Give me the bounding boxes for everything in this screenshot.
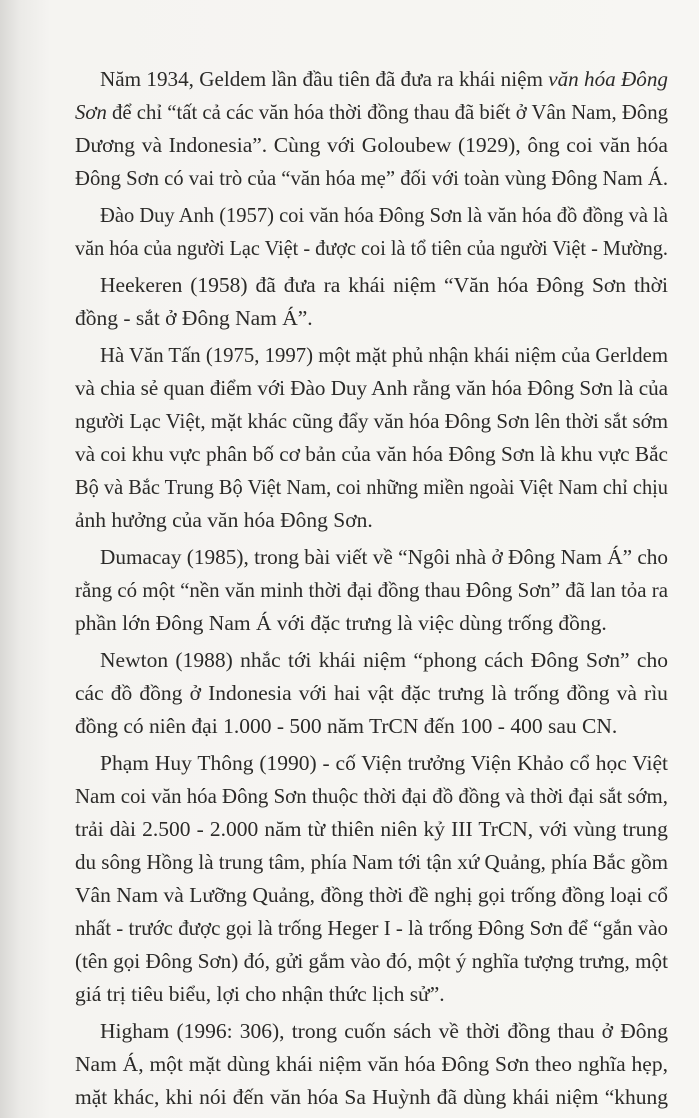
text-line-content [75,232,668,265]
text-line-content [75,129,668,162]
text-line [75,879,668,912]
paragraph [75,199,668,265]
text-line [75,710,668,743]
text-line-content [75,471,668,504]
paragraph [75,1015,668,1114]
text-line-content [100,747,668,780]
text-line [75,471,668,504]
text-line [75,162,668,195]
paragraph [75,644,668,743]
text-line [75,945,668,978]
text-line-content [75,710,617,743]
paragraph [75,747,668,1011]
text-line-content [75,879,668,912]
text-line [75,677,668,710]
text-line-content [75,846,668,879]
text-line-content [75,677,668,710]
italic-text-segment: Sơn [75,100,107,124]
text-line-content [100,1015,668,1048]
text-segment: đồng - sắt ở Đông Nam Á”. [75,306,313,330]
text-segment: mặt khác, khi nói đến văn hóa Sa Huỳnh đã dùng khái niệm “khung [75,1085,668,1109]
text-line-content [75,574,668,607]
paragraph [75,339,668,537]
text-line [75,978,668,1011]
text-segment: trải dài 2.500 - 2.000 năm từ thiên niên kỷ III TrCN, với vùng trung [75,817,668,841]
text-segment: Nam coi văn hóa Đông Sơn thuộc thời đại đồ đồng và thời đại sắt sớm, [75,784,668,808]
text-segment: để chỉ “tất cả các văn hóa thời đồng thau đã biết ở Vân Nam, Đông [106,100,668,124]
text-segment: đồng có niên đại 1.000 - 500 năm TrCN đến 100 - 400 sau CN. [75,714,618,738]
text-segment: Heekeren (1958) đã đưa ra khái niệm “Văn hóa Đông Sơn thời [100,273,669,297]
text-segment: nhất - trước được gọi là trống Heger I - là trống Đông Sơn để “gắn vào [75,916,668,940]
text-line-content [75,302,313,335]
text-line-content [75,607,607,640]
text-line [75,199,668,232]
text-segment: Newton (1988) nhắc tới khái niệm “phong cách Đông Sơn” cho [100,648,668,672]
text-line [75,96,668,129]
text-line-content [100,269,668,302]
text-line-content [100,541,668,574]
text-line [75,607,668,640]
text-line [75,63,668,96]
text-segment: Dumacay (1985), trong bài viết về “Ngôi nhà ở Đông Nam Á” cho [100,545,669,569]
text-line [75,438,668,471]
text-line-content [75,372,668,405]
text-segment: giá trị tiêu biểu, lợi cho nhận thức lịch sử”. [75,982,445,1006]
text-line [75,269,668,302]
text-segment: Năm 1934, Geldem lần đầu tiên đã đưa ra khái niệm [100,67,549,91]
text-line-content [75,780,668,813]
text-line [75,912,668,945]
text-segment: Dương và Indonesia”. Cùng với Goloubew (1929), ông coi văn hóa [75,133,668,157]
book-page-text [75,63,668,1118]
text-segment: du sông Hồng là trung tâm, phía Nam tới tận xứ Quảng, phía Bắc gồm [75,850,669,874]
text-line-content [75,945,668,978]
text-segment: Nam Á, một mặt dùng khái niệm văn hóa Đông Sơn theo nghĩa hẹp, [75,1052,668,1076]
text-line [75,644,668,677]
text-segment: và chia sẻ quan điểm với Đào Duy Anh rằng văn hóa Đông Sơn là của [75,376,669,400]
text-segment: Bộ và Bắc Trung Bộ Việt Nam, coi những miền ngoài Việt Nam chỉ chịu [75,475,669,499]
text-line [75,747,668,780]
text-segment: Phạm Huy Thông (1990) - cố Viện trưởng Viện Khảo cổ học Việt [100,751,668,775]
paragraph [75,63,668,195]
text-line [75,846,668,879]
text-line-content [100,63,668,96]
text-segment: phần lớn Đông Nam Á với đặc trưng là việc dùng trống đồng. [75,611,607,635]
italic-text-segment: văn hóa Đông [548,67,668,91]
text-line [75,302,668,335]
text-line-content [75,813,668,846]
paragraph [75,541,668,640]
text-segment: Đông Sơn có vai trò của “văn hóa mẹ” đối với toàn vùng Đông Nam Á. [75,166,669,190]
text-line [75,574,668,607]
text-line [75,1048,668,1081]
text-line-content [75,912,668,945]
text-segment: văn hóa của người Lạc Việt - được coi là tổ tiên của người Việt - Mường. [75,236,669,260]
text-segment: Higham (1996: 306), trong cuốn sách về thời đồng thau ở Đông [100,1019,669,1043]
paragraph [75,269,668,335]
text-line [75,129,668,162]
text-line-content [100,199,668,232]
text-segment: Hà Văn Tấn (1975, 1997) một mặt phủ nhận khái niệm của Gerldem [100,343,668,367]
text-line-content [75,162,668,195]
text-line-content [75,405,668,438]
text-segment: và coi khu vực phân bố cơ bản của văn hóa Đông Sơn là khu vực Bắc [75,442,668,466]
text-line [75,780,668,813]
text-line-content [75,1048,668,1081]
text-segment: (tên gọi Đông Sơn) đó, gửi gắm vào đó, một ý nghĩa tượng trưng, một [75,949,668,973]
text-segment: rằng có một “nền văn minh thời đại đồng thau Đông Sơn” đã lan tỏa ra [75,578,669,602]
text-segment: Đào Duy Anh (1957) coi văn hóa Đông Sơn là văn hóa đồ đồng và là [100,203,668,227]
text-line [75,504,668,537]
text-line [75,1081,668,1114]
text-line [75,541,668,574]
text-line [75,1015,668,1048]
text-line [75,232,668,265]
text-line [75,372,668,405]
text-line-content [75,1081,668,1114]
text-line-content [75,438,668,471]
text-line-content [100,339,668,372]
text-line [75,405,668,438]
text-line-content [75,978,445,1011]
text-line [75,813,668,846]
text-segment: ảnh hưởng của văn hóa Đông Sơn. [75,508,373,532]
text-segment: Vân Nam và Lưỡng Quảng, đồng thời đề nghị gọi trống đồng loại cổ [75,883,669,907]
text-line [75,339,668,372]
text-line-content [75,96,668,129]
text-line-content [100,644,668,677]
text-line-content [75,504,373,537]
text-segment: người Lạc Việt, mặt khác cũng đẩy văn hóa Đông Sơn lên thời sắt sớm [75,409,668,433]
text-segment: các đồ đồng ở Indonesia với hai vật đặc trưng là trống đồng và rìu [75,681,668,705]
